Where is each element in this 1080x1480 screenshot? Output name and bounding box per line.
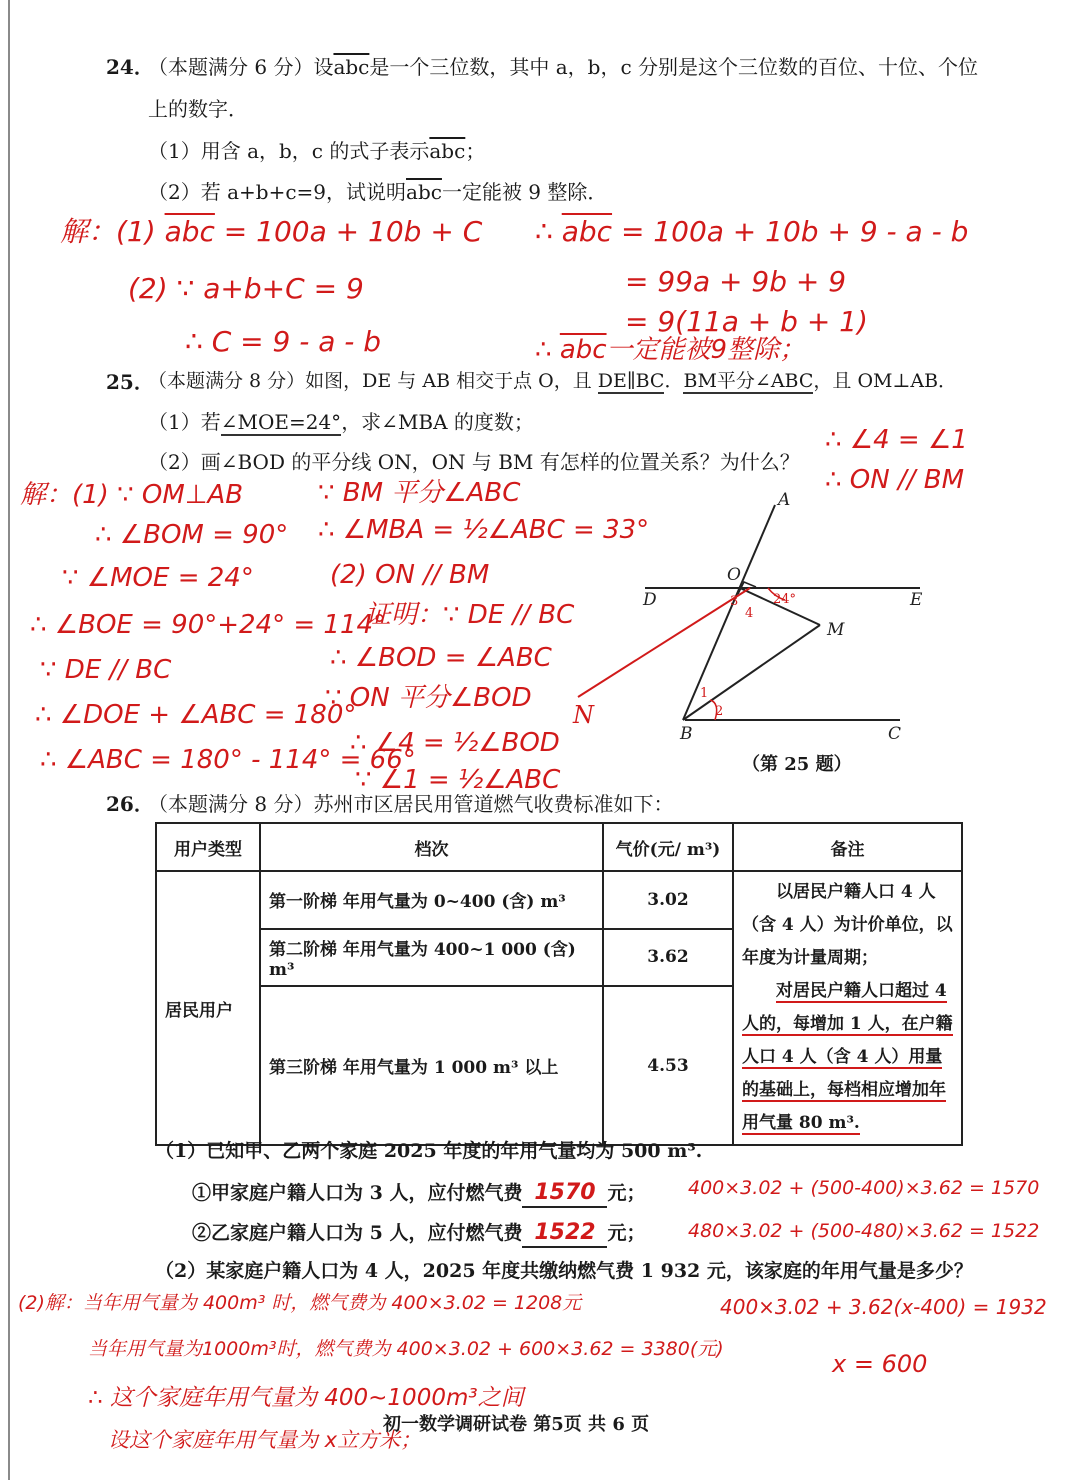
q26-part1b-post: 元；: [607, 1222, 646, 1244]
blank-a[interactable]: [522, 1180, 607, 1208]
cell-price-3: 4.53: [603, 986, 733, 1145]
blank-b[interactable]: [522, 1220, 607, 1248]
q26-part1a-pre: ①甲家庭户籍人口为 3 人，应付燃气费: [192, 1182, 523, 1204]
q25-hw-b7: ∴ ∠4 = ½∠BOD: [350, 728, 560, 758]
q24-hw-r4: 一定能被9整除；: [606, 335, 806, 365]
q25-hw-b1: ∵ BM 平分∠ABC: [318, 478, 521, 508]
q24-hw-line3: ∴ C = 9 - a - b: [185, 325, 382, 358]
cell-user-type: 居民用户: [156, 871, 260, 1145]
q24-hw-r1-abc: $\overline{abc}$: [561, 215, 613, 248]
angle-label-2: 2: [715, 704, 724, 719]
q24-hw-r4-abc: $\overline{abc}$: [559, 335, 607, 365]
q24-hw-abc: $\overline{abc}$: [164, 215, 215, 248]
q26-part1: （1）已知甲、乙两个家庭 2025 年度的年用气量均为 500 m³.: [155, 1140, 703, 1162]
q25-hw-side1: ∴ ∠4 = ∠1: [825, 425, 968, 455]
cell-tier-1: 第一阶梯 年用气量为 0~400 (含) m³: [260, 871, 603, 929]
label-o: O: [727, 565, 741, 585]
q24-hw-line1: [60, 215, 482, 249]
q25-bisect: BM平分∠ABC: [683, 370, 814, 392]
q25-hw-a6: ∴ ∠DOE + ∠ABC = 180°: [35, 700, 357, 730]
label-a: A: [778, 490, 791, 510]
angle-label-3: 3: [730, 594, 739, 609]
scan-edge-line: [8, 0, 10, 1480]
q26-hw-s4: 设这个家庭年用气量为 x立方米；: [108, 1428, 422, 1452]
q25-header: （本题满分 8 分）如图，DE 与 AB 相交于点 O，且: [148, 370, 598, 392]
q25-hw-b6: ∵ ON 平分∠BOD: [325, 683, 532, 713]
label-n: N: [573, 701, 594, 729]
col-user-type: 用户类型: [156, 823, 260, 871]
q26-number: 26．: [106, 792, 154, 816]
q25-hw-b2: ∴ ∠MBA = ½∠ABC = 33°: [318, 515, 650, 545]
q26-hw-s2: 当年用气量为1000m³时，燃气费为 400×3.02 + 600×3.62 = 3380(元): [88, 1338, 724, 1360]
q24-hw-jie: 解：(1): [60, 215, 156, 248]
q24-stem-line2: 上的数字．: [148, 97, 248, 121]
q24-part2-text: （2）若 a+b+c=9，试说明: [148, 180, 407, 204]
q25-part1-post: ，求∠MBA 的度数；: [341, 410, 534, 434]
q25-hw-side2: ∴ ON // BM: [825, 465, 965, 495]
q24-part1-text: （1）用含 a，b，c 的式子表示: [148, 139, 430, 163]
cell-note: [733, 871, 962, 1145]
cell-price-2: 3.62: [603, 929, 733, 987]
q25-hw-b4: 证明：∵ DE // BC: [365, 600, 575, 630]
note-2: [742, 975, 953, 1140]
q26-header: （本题满分 8 分）苏州市区居民用管道燃气收费标准如下：: [148, 792, 674, 816]
angle-label-1: 1: [700, 686, 709, 701]
q25-number: 25．: [106, 370, 154, 394]
col-tier: 档次: [260, 823, 603, 871]
q25-hw-a2: ∴ ∠BOM = 90°: [95, 520, 289, 550]
q24-stem: [148, 55, 978, 79]
figure-caption: （第 25 题）: [742, 754, 852, 775]
q26-part1b-pre: ②乙家庭户籍人口为 5 人，应付燃气费: [192, 1222, 523, 1244]
q24-hw-r4-pre: ∴: [535, 335, 560, 365]
q26-part1a: [192, 1180, 645, 1208]
q24-hw-right4: [535, 335, 805, 366]
q26-hw-e1: 400×3.02 + 3.62(x-400) = 1932: [720, 1295, 1047, 1319]
angle-label-24: 24°: [773, 592, 797, 607]
page-footer: 初一数学调研试卷 第5页 共 6 页: [383, 1414, 650, 1435]
q25-parallel: DE∥BC: [597, 370, 665, 392]
q25-hw-a1: 解：(1) ∵ OM⊥AB: [20, 480, 244, 510]
label-b: B: [680, 724, 693, 744]
q25-mid: ．: [664, 370, 684, 392]
gas-price-table: [155, 822, 963, 1146]
q26-hw-calc-b: 480×3.02 + (500-480)×3.62 = 1522: [688, 1220, 1040, 1242]
q25-hw-b8: ∵ ∠1 = ½∠ABC: [355, 765, 561, 795]
q25-hw-a5: ∵ DE // BC: [40, 655, 172, 685]
col-price: 气价(元/ m³): [603, 823, 733, 871]
label-e: E: [910, 590, 923, 610]
q25-stem: [148, 370, 957, 393]
q24-part2-end: 一定能被 9 整除．: [441, 180, 608, 204]
col-note: 备注: [733, 823, 962, 871]
cell-price-1: 3.02: [603, 871, 733, 929]
q25-tail: ，且 OM⊥AB．: [813, 370, 958, 392]
q24-part2: [148, 180, 607, 204]
q25-hw-a3: ∵ ∠MOE = 24°: [62, 563, 254, 593]
label-c: C: [888, 724, 902, 744]
q25-part1-pre: （1）若: [148, 410, 221, 434]
q24-part2-abc: $\overline{abc}$: [406, 180, 442, 204]
q26-part1b: [192, 1220, 645, 1248]
note-2-text: 对居民户籍人口超过 4 人的，每增加 1 人，在户籍人口 4 人（含 4 人）用量的基础上，每档相应增加年用气量 80 m³.: [742, 981, 953, 1133]
q24-hw-r1-pre: ∴: [535, 215, 562, 248]
q25-part2: （2）画∠BOD 的平分线 ON，ON 与 BM 有怎样的位置关系？为什么？: [148, 450, 800, 474]
q26-hw-s3: ∴ 这个家庭年用气量为 400~1000m³之间: [88, 1385, 524, 1411]
q24-part1: [148, 139, 485, 163]
line-on: [578, 588, 750, 697]
note-1: 以居民户籍人口 4 人（含 4 人）为计价单位，以年度为计量周期；: [742, 882, 953, 968]
q24-header: （本题满分 6 分）设: [148, 55, 334, 79]
cell-tier-2: 第二阶梯 年用气量为 400~1 000 (含) m³: [260, 929, 603, 987]
table-header-row: [156, 823, 962, 871]
angle-label-4: 4: [745, 606, 754, 621]
q26-part1a-post: 元；: [607, 1182, 646, 1204]
q25-hw-b5: ∴ ∠BOD = ∠ABC: [330, 643, 552, 673]
q24-hw-right1: [535, 215, 968, 249]
q24-hw-r1: = 100a + 10b + 9 - a - b: [612, 215, 969, 248]
label-m: M: [827, 620, 845, 640]
q25-hw-b3: (2) ON // BM: [330, 560, 490, 590]
q24-part1-end: ；: [465, 139, 486, 163]
q24-hw-line2: (2) ∵ a+b+C = 9: [128, 272, 364, 305]
blank-a-answer: 1570: [534, 1180, 596, 1205]
q26-hw-s1: (2)解：当年用气量为 400m³ 时，燃气费为 400×3.02 = 1208元: [18, 1292, 582, 1314]
label-d: D: [643, 590, 657, 610]
blank-b-answer: 1522: [534, 1220, 596, 1245]
q24-abc: $\overline{abc}$: [333, 55, 370, 79]
table-row: [156, 871, 962, 929]
cell-tier-3: 第三阶梯 年用气量为 1 000 m³ 以上: [260, 986, 603, 1145]
q24-part1-abc: $\overline{abc}$: [429, 139, 466, 163]
q24-hw-right3: = 9(11a + b + 1): [625, 305, 868, 338]
q26-hw-calc-a: 400×3.02 + (500-400)×3.62 = 1570: [688, 1177, 1040, 1199]
q26-part2: （2）某家庭户籍人口为 4 人，2025 年度共缴纳燃气费 1 932 元，该家庭的年用气量是多少？: [155, 1260, 973, 1282]
q26-hw-e2: x = 600: [832, 1350, 928, 1378]
q25-part1-angle: ∠MOE=24°: [220, 410, 342, 434]
q24-hw-l1: = 100a + 10b + C: [214, 215, 483, 248]
q25-hw-a7: ∴ ∠ABC = 180° - 114° = 66°: [40, 745, 416, 775]
q24-number: 24．: [106, 55, 154, 79]
q25-figure: [570, 475, 970, 750]
q24-hw-right2: = 99a + 9b + 9: [625, 265, 847, 298]
q25-part1: [148, 410, 534, 434]
q24-stem-text: 是一个三位数，其中 a，b，c 分别是这个三位数的百位、十位、个位: [369, 55, 979, 79]
q25-hw-a4: ∴ ∠BOE = 90°+24° = 114°: [30, 610, 387, 640]
